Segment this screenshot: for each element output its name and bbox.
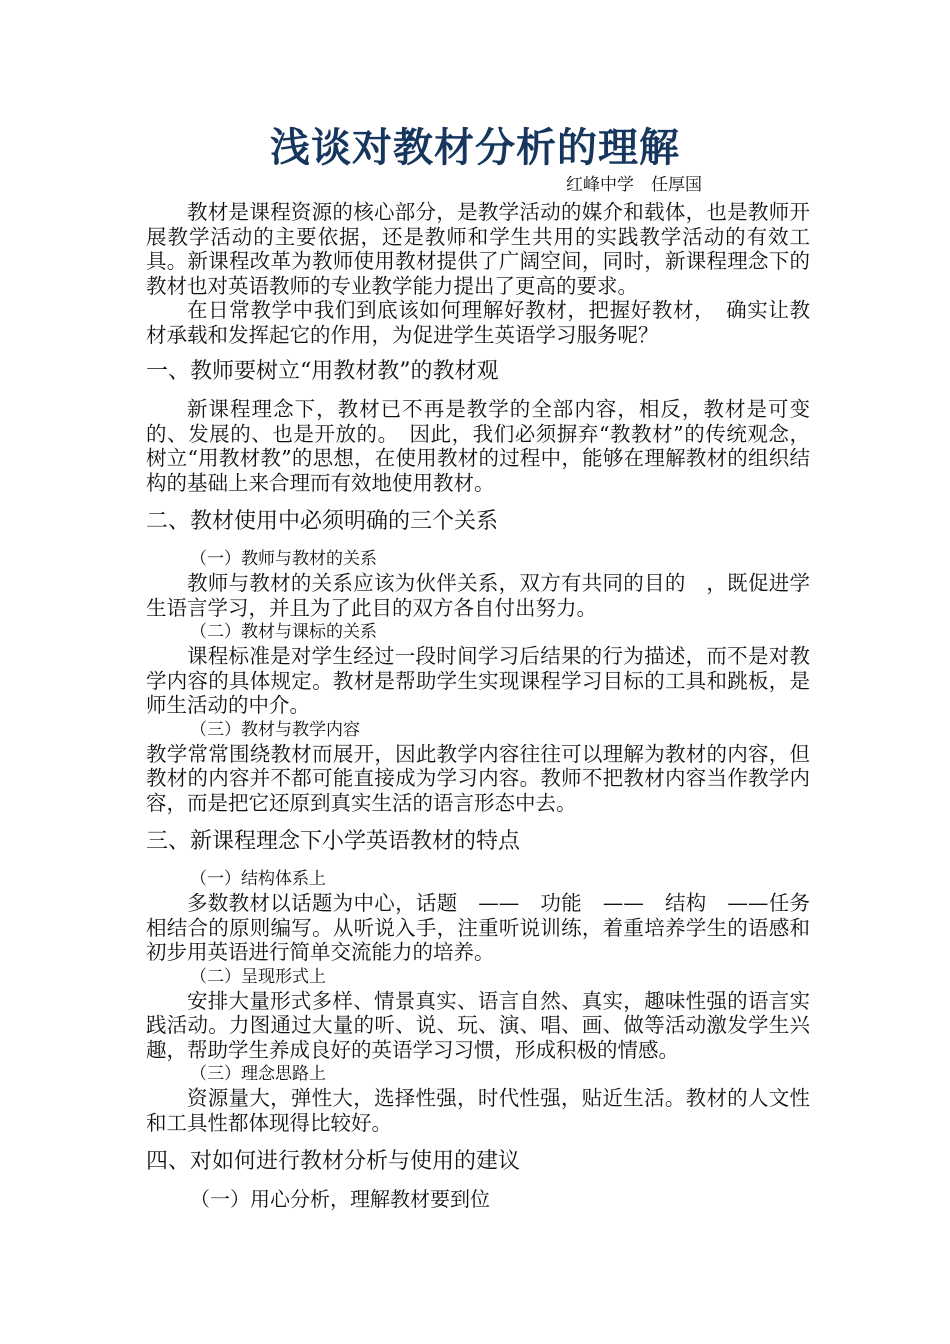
section-heading-2: 二、教材使用中必须明确的三个关系 [146, 509, 499, 534]
section-2-item-2-label: （二）教材与课标的关系 [190, 622, 377, 642]
author-line: 红峰中学 任厚国 [566, 175, 702, 195]
section-2-item-1-text: 教师与教材的关系应该为伙伴关系，双方有共同的目的 ，既促进学生语言学习，并且为了此目的双方各自付出努力。 [146, 571, 810, 620]
section-heading-1: 一、教师要树立“用教材教”的教材观 [146, 359, 499, 384]
section-heading-3: 三、新课程理念下小学英语教材的特点 [146, 829, 521, 854]
section-1-paragraph: 新课程理念下，教材已不再是教学的全部内容，相反，教材是可变的、发展的、也是开放的。 因此，我们必须摒弃“教教材”的传统观念，树立“用教材教”的思想，在使用教材的过程中，能够在理解教材的组织结构的基础上来合理而有效地使用教材。 [146, 397, 810, 495]
section-2-item-1-label: （一）教师与教材的关系 [190, 549, 377, 569]
intro-paragraph-1: 教材是课程资源的核心部分，是教学活动的媒介和载体，也是教师开展教学活动的主要依据，还是教师和学生共用的实践教学活动的有效工具。新课程改革为教师使用教材提供了广阔空间，同时，新课程理念下的教材也对英语教师的专业教学能力提出了更高的要求。 [146, 200, 810, 298]
section-2-item-2-text: 课程标准是对学生经过一段时间学习后结果的行为描述，而不是对教学内容的具体规定。教材是帮助学生实现课程学习目标的工具和跳板，是师生活动的中介。 [146, 644, 810, 717]
section-2-item-3-text: 教学常常围绕教材而展开，因此教学内容往往可以理解为教材的内容，但教材的内容并不都可能直接成为学习内容。教师不把教材内容当作教学内容，而是把它还原到真实生活的语言形态中去。 [146, 741, 810, 815]
section-3-item-1-text: 多数教材以话题为中心，话题 —— 功能 —— 结构 ——任务相结合的原则编写。从听说入手，注重听说训练，着重培养学生的语感和初步用英语进行简单交流能力的培养。 [146, 891, 810, 964]
document-body [146, 200, 810, 1211]
document-title: 浅谈对教材分析的理解 [270, 125, 680, 171]
intro-paragraph-2: 在日常教学中我们到底该如何理解好教材，把握好教材， 确实让教材承载和发挥起它的作用，为促进学生英语学习服务呢？ [146, 298, 810, 347]
section-3-item-2-text: 安排大量形式多样、情景真实、语言自然、真实，趣味性强的语言实践活动。力图通过大量的听、说、玩、演、唱、画、做等活动激发学生兴趣，帮助学生养成良好的英语学习习惯，形成积极的情感。 [146, 988, 810, 1062]
section-3-item-2-label: （二）呈现形式上 [190, 966, 326, 987]
section-4-item-1-label: （一）用心分析，理解教材要到位 [190, 1187, 490, 1211]
section-3-item-3-label: （三）理念思路上 [190, 1064, 326, 1084]
section-3-item-3-text: 资源量大，弹性大，选择性强，时代性强，贴近生活。教材的人文性和工具性都体现得比较好。 [146, 1086, 810, 1135]
section-2-item-3-label: （三）教材与教学内容 [190, 719, 360, 740]
section-heading-4: 四、对如何进行教材分析与使用的建议 [146, 1149, 521, 1174]
section-3-item-1-label: （一）结构体系上 [190, 869, 326, 889]
